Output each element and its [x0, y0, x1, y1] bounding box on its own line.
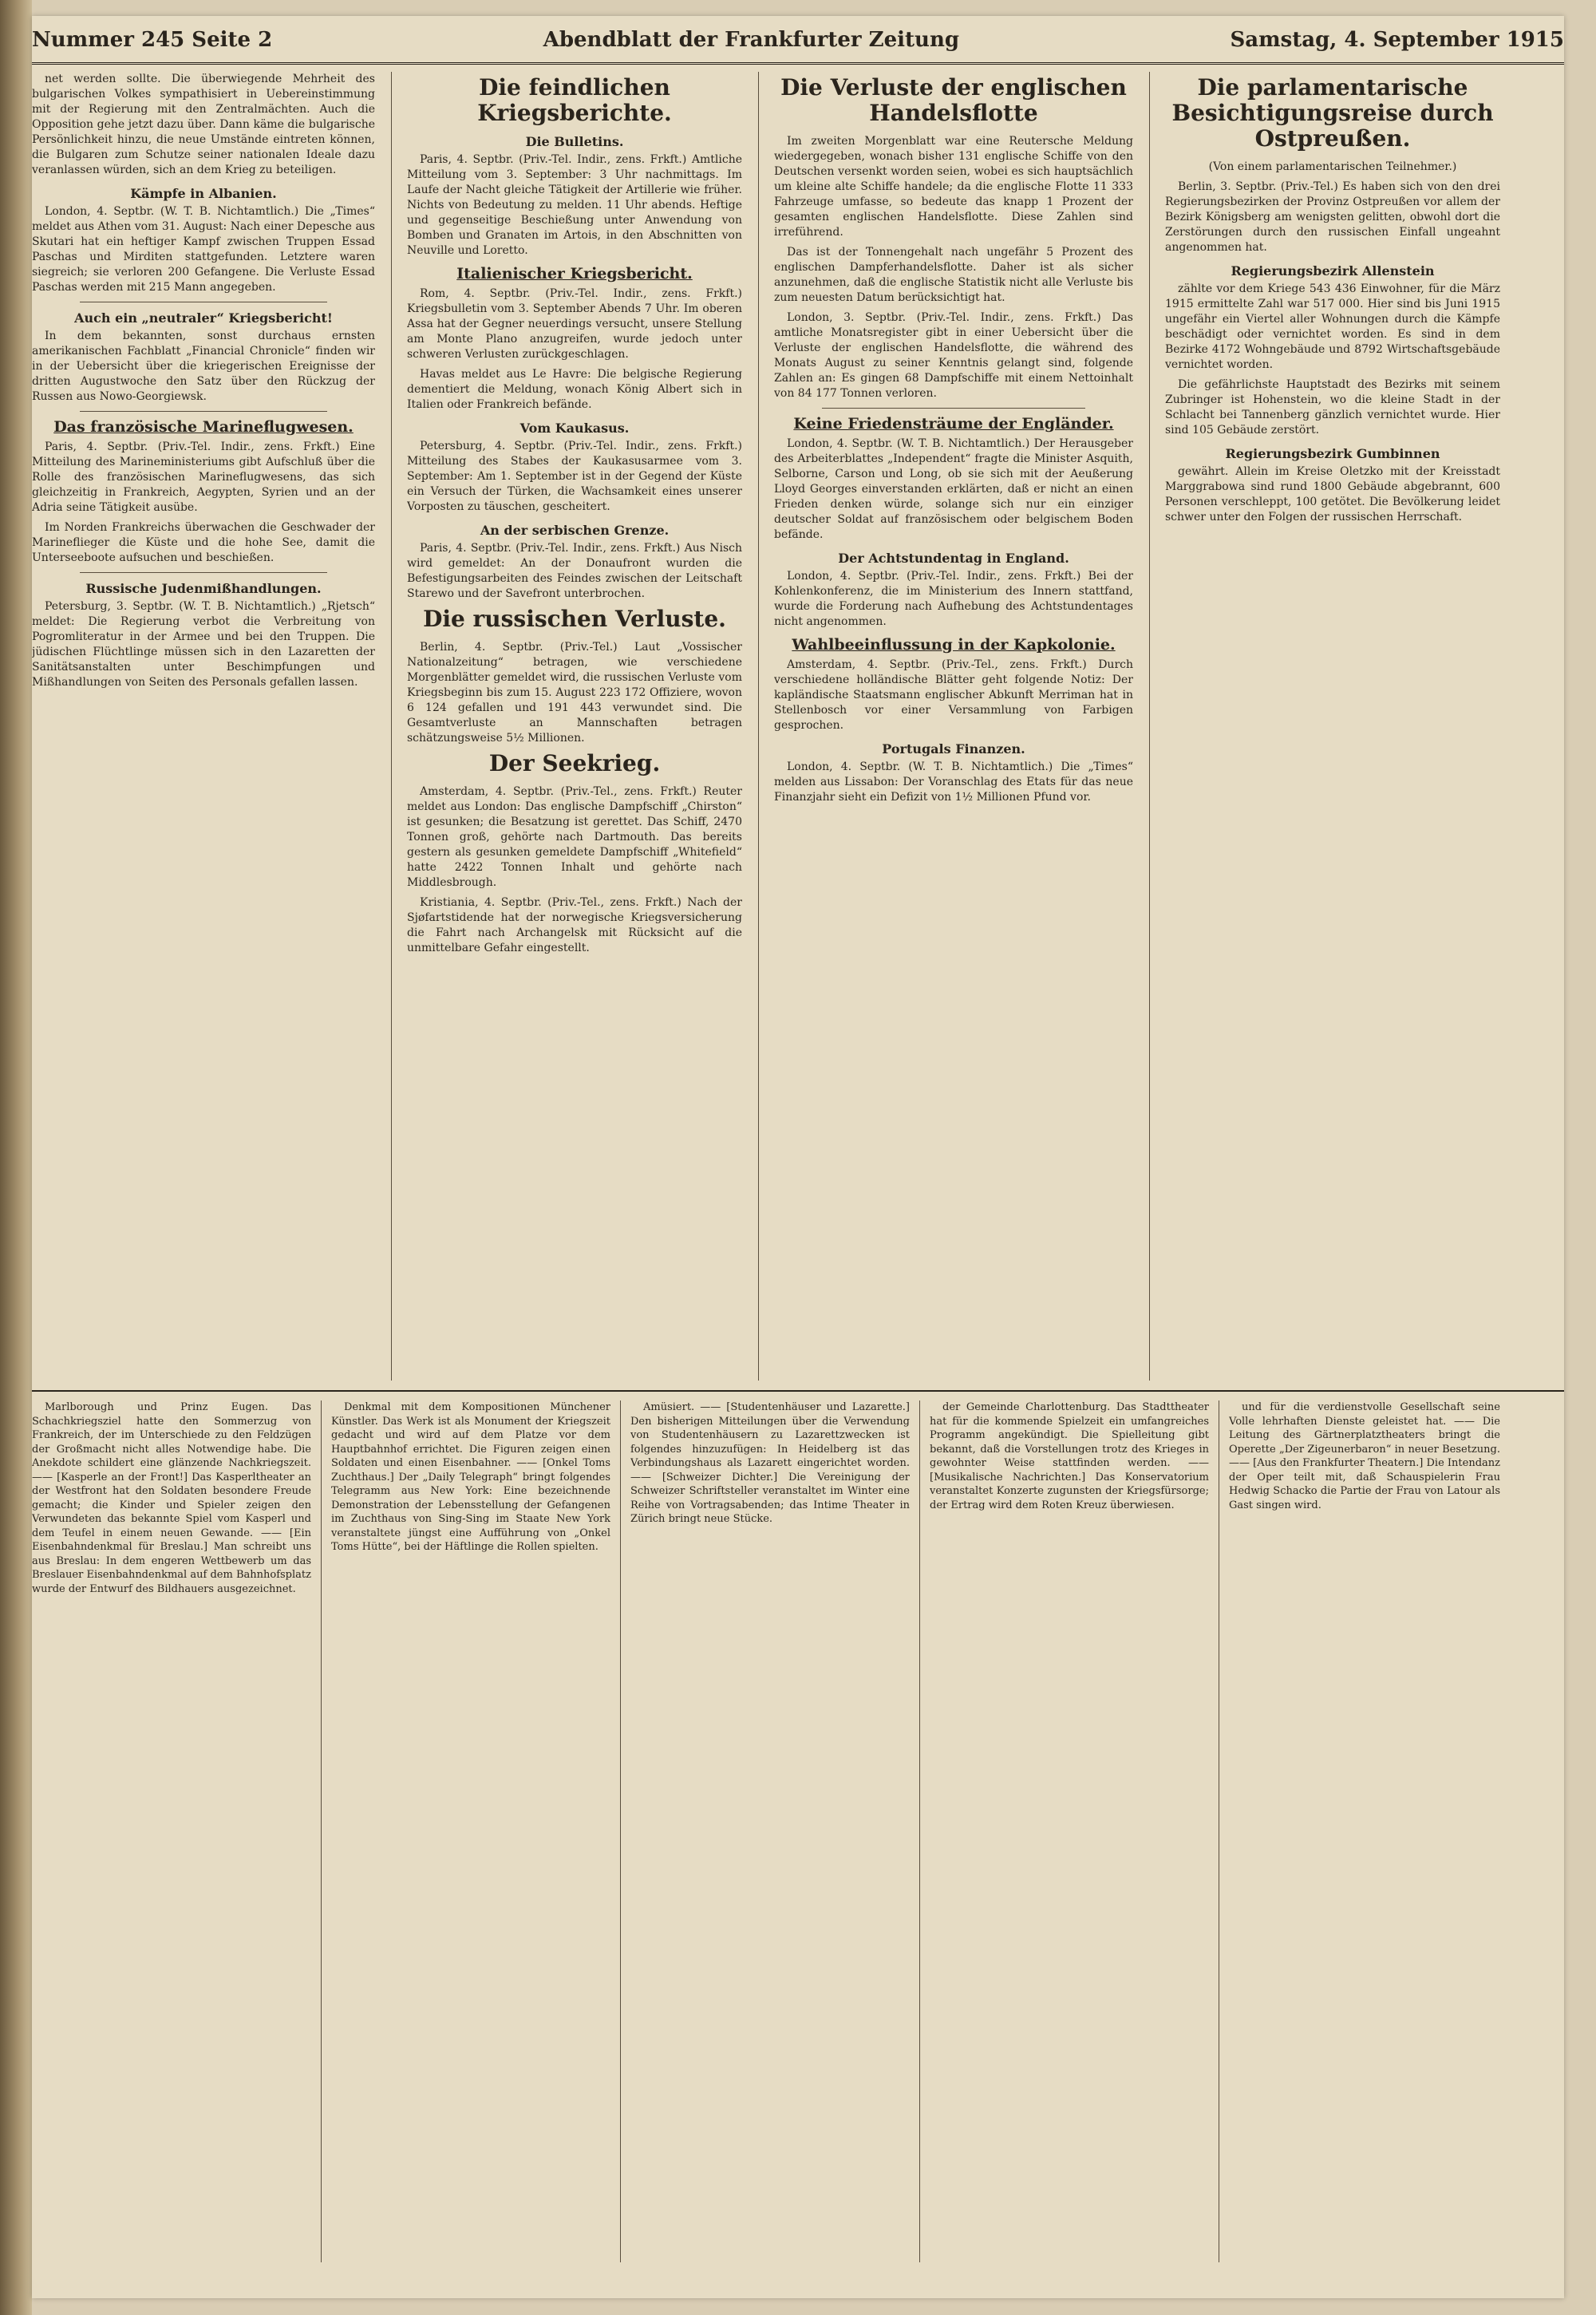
divider [822, 408, 1085, 409]
column-rule [758, 72, 759, 1381]
headline: Der Seekrieg. [488, 750, 661, 776]
article-text: Havas meldet aus Le Havre: Die belgische Regierung dementiert die Meldung, wonach König Albert sich in Italien oder Frankreich befände. [407, 368, 742, 411]
column-rule [391, 72, 392, 1381]
headline: Portugals Finanzen. [882, 741, 1025, 757]
column-1 [32, 72, 375, 1381]
feuilleton-text: und für die verdienstvolle Gesellschaft seine Volle lehrhaften Dienste geleistet hat. —— Die Leitung des Gärtnerplatztheaters bringt die Operette „Der Zigeunerbaron“ in neuer Besetzung. —— [Aus den Frankfurter Theatern.] Die Intendanz der Oper teilt mit, daß Schauspielerin Frau Hedwig Schacko die Partie der Frau von Latour als Gast singen wird. [1229, 1401, 1500, 1511]
headline: Die Verluste der englischen Handelsflotte [780, 74, 1127, 126]
article-text: London, 4. Septbr. (W. T. B. Nichtamtlich.) Die „Times“ melden aus Lissabon: Der Voranschlag des Etats für das neue Finanzjahr sieht ein Defizit von 1½ Millionen Pfund vor. [774, 760, 1133, 804]
book-binding [0, 0, 32, 2315]
article-text: Paris, 4. Septbr. (Priv.-Tel. Indir., zens. Frkft.) Eine Mitteilung des Marineministeriums gibt Aufschluß über die Rolle des französischen Marineflugwesens, das sich gleichzeitig in Frankreich, Aegypten, Syrien und an der Adria seine Tätigkeit ausübe. [32, 440, 375, 514]
feuilleton-rule [32, 1390, 1564, 1392]
article-text: In dem bekannten, sonst durchaus ernsten amerikanischen Fachblatt „Financial Chronicle“ finden wir in der Uebersicht über die kriegerischen Ereignisse der dritten Augustwoche den Satz über den Rückzug der Russen aus Nowo-Georgiewsk. [32, 330, 375, 403]
headline: Das französische Marineflugwesen. [53, 418, 354, 436]
article-text: Im Norden Frankreichs überwachen die Geschwader der Marineflieger die Küste und die hohe See, damit die Unterseeboote aufsuchen und beschießen. [32, 521, 375, 564]
feuilleton-text: der Gemeinde Charlottenburg. Das Stadttheater hat für die kommende Spielzeit ein umfangreiches Programm angekündigt. Die Spielleitung gibt bekannt, daß die Vorstellungen trotz des Krieges in gewohnter Weise stattfinden werden. —— [Musikalische Nachrichten.] Das Konservatorium veranstaltet Konzerte zugunsten der Kriegsfürsorge; der Ertrag wird dem Roten Kreuz überwiesen. [930, 1401, 1209, 1511]
article-text: net werden sollte. Die überwiegende Mehrheit des bulgarischen Volkes sympathisiert in Uebereinstimmung mit der Regierung mit den Zentralmächten. Auch die Opposition gehe jetzt dazu über. Dann käme die bulgarische Persönlichkeit hinzu, die neue Umstände eintreten können, die Bulgaren zum Schutze seiner nationalen Ideale dazu veranlassen würden, sich an dem Krieg zu beteiligen. [32, 73, 375, 176]
article-text: Im zweiten Morgenblatt war eine Reutersche Meldung wiedergegeben, wonach bisher 131 englische Schiffe von den Deutschen versenkt worden seien, wobei es sich hauptsächlich um kleine alte Schiffe handele; da die englische Flotte 11 333 Fahrzeuge umfasse, so bedeute das knapp 1 Prozent der gesamten englischen Handelsflotte. Diese Zahlen sind irreführend. [774, 135, 1133, 239]
article-text: Kristiania, 4. Septbr. (Priv.-Tel., zens. Frkft.) Nach der Sjøfartstidende hat der norwegische Kriegsversicherung die Fahrt nach Archangelsk mit Rücksicht auf die unmittelbare Gefahr eingestellt. [407, 896, 742, 954]
headline: Vom Kaukasus. [519, 421, 630, 436]
article-text: Das ist der Tonnengehalt nach ungefähr 5 Prozent des englischen Dampferhandelsflotte. Daher ist als sicher anzunehmen, daß die englische Statistik nicht alle Verluste bis zum neuesten Datum berücksichtigt hat. [774, 246, 1133, 304]
article-text: London, 3. Septbr. (Priv.-Tel. Indir., zens. Frkft.) Das amtliche Monatsregister gibt in einer Uebersicht über die Verluste der englischen Handelsflotte, die während des Monats August zu seiner Kenntnis gelangt sind, folgende Zahlen an: Es gingen 68 Dampfschiffe mit einem Nettoinhalt von 84 177 Tonnen verloren. [774, 311, 1133, 400]
headline: Auch ein „neutraler“ Kriegsbericht! [74, 310, 333, 326]
article-text: London, 4. Septbr. (W. T. B. Nichtamtlich.) Die „Times“ meldet aus Athen vom 31. August: Nach einer Depesche aus Skutari hat ein heftiger Kampf zwischen Truppen Essad Paschas und Mirditen stattgefunden. Letztere waren siegreich; sie verloren 200 Gefangene. Die Verluste Essad Paschas werden mit 215 Mann angegeben. [32, 205, 375, 294]
divider [80, 572, 327, 573]
column-rule [321, 1400, 322, 2262]
column-rule [1149, 72, 1150, 1381]
article-text: zählte vor dem Kriege 543 436 Einwohner, für die März 1915 ermittelte Zahl war 517 000. Hier sind bis Juni 1915 ungefähr ein Viertel aller Wohnungen durch die Kämpfe beschädigt oder vernichtet worden. Es sind in dem Bezirke 4172 Wohngebäude und 8792 Wirtschaftsgebäude vernichtet worden. [1165, 282, 1500, 371]
column-2 [407, 72, 742, 1381]
article-text: gewährt. Allein im Kreise Oletzko mit der Kreisstadt Marggrabowa sind rund 1800 Gebäude abgebrannt, 600 Personen verschleppt, 100 getötet. Die Bevölkerung leidet schwer unter den Folgen der russischen Herrschaft. [1165, 465, 1500, 523]
masthead [32, 24, 1564, 56]
masthead-rule [32, 62, 1564, 65]
newspaper-title: Abendblatt der Frankfurter Zeitung [543, 28, 960, 52]
feuilleton-column-5 [1229, 1400, 1500, 2262]
feuilleton-text: Amüsiert. —— [Studentenhäuser und Lazarette.] Den bisherigen Mitteilungen über die Verwendung von Studentenhäusern zu Lazarettzwecken ist folgendes hinzuzufügen: In Heidelberg ist das Verbindungshaus als Lazarett eingerichtet worden. —— [Schweizer Dichter.] Die Vereinigung der Schweizer Schriftsteller veranstaltet im Winter eine Reihe von Vortragsabenden; das Intime Theater in Zürich bringt neue Stücke. [630, 1401, 910, 1525]
headline: Die russischen Verluste. [423, 606, 726, 632]
article-text: Rom, 4. Septbr. (Priv.-Tel. Indir., zens. Frkft.) Kriegsbulletin vom 3. September Abends 7 Uhr. Im oberen Assa hat der Gegner neuerdings versucht, unsere Stellung am Monte Plano anzugreifen, wurde jedoch unter schweren Verlusten zurückgeschlagen. [407, 287, 742, 361]
headline: Die parlamentarische Besichtigungsreise durch Ostpreußen. [1171, 74, 1494, 152]
headline: Die Bulletins. [525, 134, 624, 149]
article-text: Petersburg, 3. Septbr. (W. T. B. Nichtamtlich.) „Rjetsch“ meldet: Die Regierung verbot die Verbreitung von Pogromliteratur in der Armee und bei den Truppen. Die jüdischen Flüchtlinge müssen sich in den Lazaretten der Sanitätsanstalten unter Beschimpfungen und Mißhandlungen von Seiten des Personals gefallen lassen. [32, 600, 375, 689]
issue-date: Samstag, 4. September 1915 [1230, 28, 1564, 52]
article-text: Die gefährlichste Hauptstadt des Bezirks mit seinem Zubringer ist Hohenstein, wo die kleine Stadt in der Schlacht bei Tannenberg gänzlich vernichtet wurde. Hier sind 105 Gebäude zerstört. [1165, 378, 1500, 437]
article-text: Berlin, 3. Septbr. (Priv.-Tel.) Es haben sich von den drei Regierungsbezirken der Provinz Ostpreußen vor allem der Bezirk Königsberg am wenigsten gelitten, obwohl dort die Zerstörungen durch den russischen Einfall ungeahnt angenommen hat. [1165, 180, 1500, 254]
headline: Wahlbeeinflussung in der Kapkolonie. [792, 636, 1116, 654]
feuilleton-column-2 [331, 1400, 610, 2262]
feuilleton-column-3 [630, 1400, 910, 2262]
article-text: Paris, 4. Septbr. (Priv.-Tel. Indir., zens. Frkft.) Amtliche Mitteilung vom 3. September: 3 Uhr nachmittags. Im Laufe der Nacht gleiche Tätigkeit der Artillerie wie früher. Nichts von Bedeutung zu melden. 11 Uhr abends. Heftige und gegenseitige Beschießung unter Anwendung von Bomben und Granaten im Artois, in den Abschnitten von Neuville und Loretto. [407, 153, 742, 257]
article-text: Paris, 4. Septbr. (Priv.-Tel. Indir., zens. Frkft.) Aus Nisch wird gemeldet: An der Donaufront wurden die Befestigungsarbeiten des Feindes zwischen der Leitschaft Starewo und der Savefront unterbrochen. [407, 542, 742, 600]
headline: Der Achtstundentag in England. [838, 551, 1069, 566]
article-text: London, 4. Septbr. (Priv.-Tel. Indir., zens. Frkft.) Bei der Kohlenkonferenz, die im Ministerium des Innern stattfand, wurde die Forderung nach Aufhebung des Achtstundentages nicht angenommen. [774, 570, 1133, 628]
headline: Kämpfe in Albanien. [130, 186, 277, 201]
headline: Regierungsbezirk Allenstein [1231, 263, 1435, 279]
headline: Die feindlichen Kriegsberichte. [477, 74, 672, 126]
article-text: London, 4. Septbr. (W. T. B. Nichtamtlich.) Der Herausgeber des Arbeiterblattes „Independent“ fragte die Minister Asquith, Selborne, Carson und Long, ob sie sich mit der Aeußerung Lloyd Georges einverstanden erklärten, daß er nicht an einen Frieden denken würde, solange sich nur ein einziger deutscher Soldat auf französischem oder belgischem Boden befände. [774, 437, 1133, 541]
headline: Regierungsbezirk Gumbinnen [1225, 446, 1440, 461]
feuilleton-text: Marlborough und Prinz Eugen. Das Schachkriegsziel hatte den Sommerzug von Frankreich, der im Unterschiede zu den Feldzügen der Großmacht nicht alles Notwendige habe. Die Anekdote schildert eine glänzende Nachkriegszeit. —— [Kasperle an der Front!] Das Kasperltheater an der Westfront hat den Soldaten besondere Freude gemacht; die Kinder und Spieler zeigen den Verwundeten das bekannte Spiel vom Kasperl und dem Teufel in einem neuen Gewande. —— [Ein Eisenbahndenkmal für Breslau.] Man schreibt uns aus Breslau: In dem engeren Wettbewerb um das Breslauer Eisenbahndenkmal auf dem Bahnhofsplatz wurde der Entwurf des Bildhauers ausgezeichnet. [32, 1401, 311, 1595]
column-rule [620, 1400, 621, 2262]
headline: An der serbischen Grenze. [480, 523, 670, 538]
headline: Keine Friedensträume der Engländer. [793, 415, 1114, 433]
divider [80, 411, 327, 412]
headline: Italienischer Kriegsbericht. [456, 265, 693, 282]
feuilleton-column-1 [32, 1400, 311, 2262]
feuilleton-text: Denkmal mit dem Kompositionen Münchener Künstler. Das Werk ist als Monument der Kriegszeit gedacht und wird auf dem Platze vor dem Hauptbahnhof errichtet. Die Figuren zeigen einen Soldaten und einen Eisenbahner. —— [Onkel Toms Zuchthaus.] Der „Daily Telegraph“ bringt folgendes Telegramm aus New York: Eine bezeichnende Demonstration der Lebensstellung der Gefangenen im Zuchthaus von Sing-Sing im Staate New York veranstaltete jüngst eine Aufführung von „Onkel Toms Hütte“, bei der Häftlinge die Rollen spielten. [331, 1401, 610, 1553]
column-rule [919, 1400, 920, 2262]
byline: (Von einem parlamentarischen Teilnehmer.) [1208, 160, 1457, 173]
feuilleton-column-4 [930, 1400, 1209, 2262]
column-4 [1165, 72, 1500, 1381]
page-number: Nummer 245 Seite 2 [32, 28, 273, 52]
headline: Russische Judenmißhandlungen. [85, 581, 322, 596]
article-text: Petersburg, 4. Septbr. (Priv.-Tel. Indir., zens. Frkft.) Mitteilung des Stabes der Kaukasusarmee vom 3. September: Am 1. September ist in der Gegend der Küste ein Versuch der Türken, die Wachsamkeit eines unserer Vorposten zu täuschen, gescheitert. [407, 440, 742, 513]
column-3 [774, 72, 1133, 1381]
article-text: Berlin, 4. Septbr. (Priv.-Tel.) Laut „Vossischer Nationalzeitung“ betragen, wie verschiedene Morgenblätter gemeldet wird, die russischen Verluste vom Kriegsbeginn bis zum 15. August 223 172 Offiziere, wovon 6 124 gefallen und 191 443 verwundet sind. Die Gesamtverluste an Mannschaften betragen schätzungsweise 5½ Millionen. [407, 641, 742, 745]
article-text: Amsterdam, 4. Septbr. (Priv.-Tel., zens. Frkft.) Reuter meldet aus London: Das englische Dampfschiff „Chirston“ ist gesunken; die Besatzung ist gerettet. Das Schiff, 2470 Tonnen groß, gehörte nach Dartmouth. Das bereits gestern als gesunken gemeldete Dampfschiff „Whitefield“ hatte 2422 Tonnen Inhalt und gehörte nach Middlesbrough. [407, 785, 742, 889]
article-text: Amsterdam, 4. Septbr. (Priv.-Tel., zens. Frkft.) Durch verschiedene holländische Blätter geht folgende Notiz: Der kapländische Staatsmann englischer Abkunft Merriman hat in Stellenbosch vor einer Versammlung von Farbigen gesprochen. [774, 658, 1133, 732]
